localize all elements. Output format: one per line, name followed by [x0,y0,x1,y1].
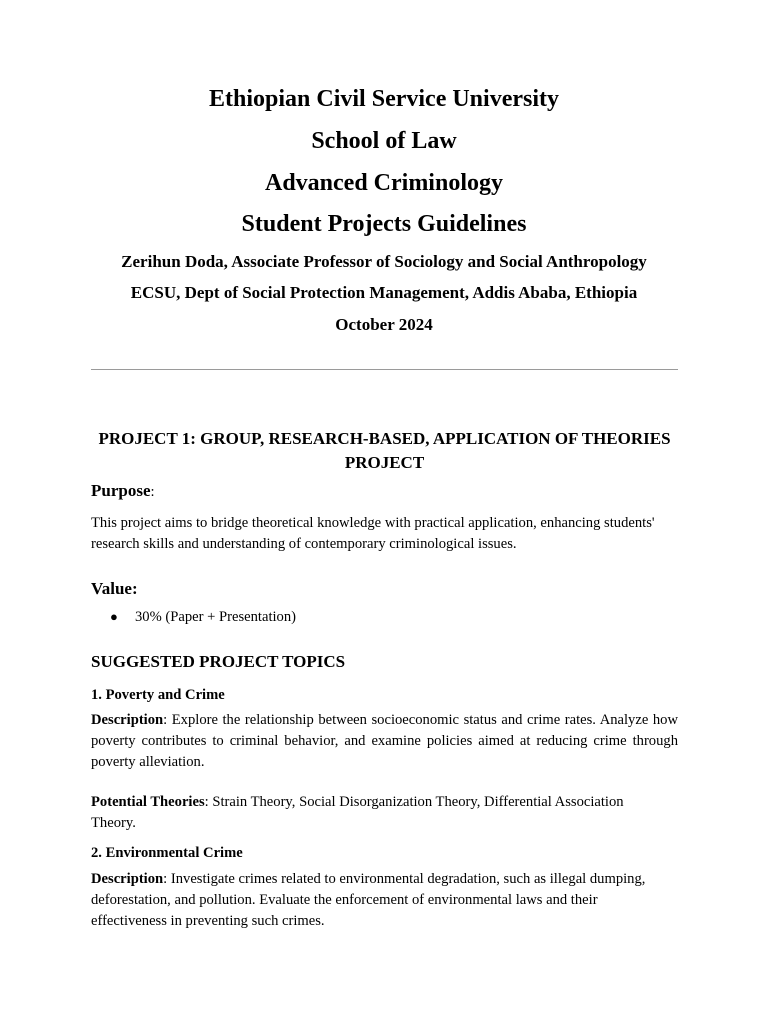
course-name: Advanced Criminology [264,170,503,196]
purpose-text: This project aims to bridge theoretical knowledge with practical application, enhancing students' research skills and understanding of contemporary criminological issues. [91,515,655,552]
school-name: School of Law [311,128,457,154]
horizontal-divider [91,369,678,370]
description-label: Description [91,712,164,728]
description-label: Description [91,871,164,887]
affiliation-line: ECSU, Dept of Social Protection Management, Addis Ababa, Ethiopia [130,283,638,302]
topic-1-theories [91,792,651,834]
value-heading: Value: [91,579,138,598]
theories-text: : Strain Theory, Social Disorganization Theory, Differential Association Theory. [91,794,624,831]
theories-label: Potential Theories [91,794,205,810]
document-title: Student Projects Guidelines [241,211,527,237]
description-text: : Explore the relationship between socioeconomic status and crime rates. Analyze how poverty contributes to criminal behavior, and examine policies aimed at reducing crime through poverty alleviation. [91,712,678,770]
project-title: PROJECT 1: GROUP, RESEARCH-BASED, APPLICATION OF THEORIES PROJECT [98,429,671,472]
topic-2-description [91,869,671,932]
bullet-icon: ● [110,609,118,624]
topic-1-title: 1. Poverty and Crime [91,687,225,703]
value-list-item [110,606,296,628]
date-line: October 2024 [335,315,433,334]
topics-heading: SUGGESTED PROJECT TOPICS [91,652,346,671]
purpose-heading [91,480,155,503]
author-line: Zerihun Doda, Associate Professor of Sociology and Social Anthropology [121,252,647,271]
description-text: : Investigate crimes related to environmental degradation, such as illegal dumping, deforestation, and pollution. Evaluate the enforcement of environmental laws and their effectiveness in preventing such crimes. [91,871,646,929]
topic-1-description [91,710,678,773]
topic-2-title: 2. Environmental Crime [91,845,243,861]
purpose-label: Purpose [91,481,151,500]
purpose-colon: : [150,484,155,500]
value-text: 30% (Paper + Presentation) [135,609,297,625]
university-name: Ethiopian Civil Service University [209,86,559,112]
